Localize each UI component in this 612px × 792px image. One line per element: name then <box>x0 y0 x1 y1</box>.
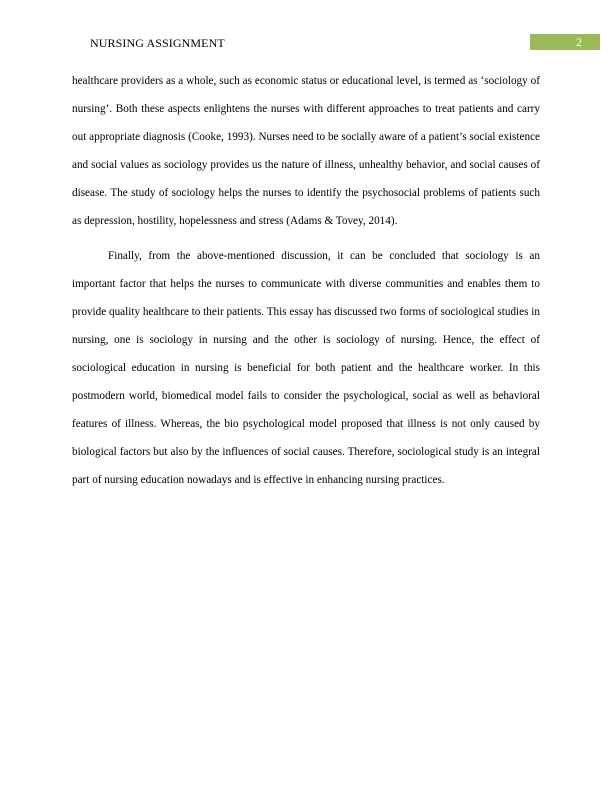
body-text <box>72 67 540 494</box>
page-number: 2 <box>530 34 600 50</box>
running-head: NURSING ASSIGNMENT <box>90 36 225 50</box>
paragraph: healthcare providers as a whole, such as economic status or educational level, is termed as ‘sociology of nursing’. Both these aspects enlightens the nurses with different approaches to treat patients and carry out appropriate diagnosis (Cooke, 1993). Nurses need to be socially aware of a patient’s social existence and social values as sociology provides us the nature of illness, unhealthy behavior, and social causes of disease. The study of sociology helps the nurses to identify the psychosocial problems of patients such as depression, hostility, hopelessness and stress (Adams & Tovey, 2014). <box>72 75 540 227</box>
page-header <box>0 34 612 52</box>
paragraph: Finally, from the above-mentioned discussion, it can be concluded that sociology is an important factor that helps the nurses to communicate with diverse communities and enables them to provide quality healthcare to their patients. This essay has discussed two forms of sociological studies in nursing, one is sociology in nursing and the other is sociology of nursing. Hence, the effect of sociological education in nursing is beneficial for both patient and the healthcare worker. In this postmodern world, biomedical model fails to consider the psychological, social as well as behavioral features of illness. Whereas, the bio psychological model proposed that illness is not only caused by biological factors but also by the influences of social causes. Therefore, sociological study is an integral part of nursing education nowadays and is effective in enhancing nursing practices. <box>72 250 540 486</box>
